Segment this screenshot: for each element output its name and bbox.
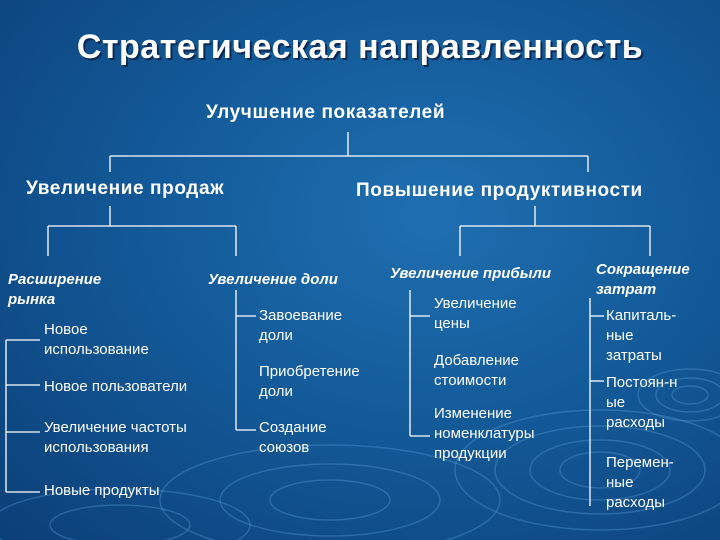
node-sales-growth: Увеличение продаж [26, 178, 225, 199]
leaf-capital-costs-line3: затраты [606, 347, 662, 364]
leaf-capital-costs [606, 306, 676, 366]
leaf-fixed-costs-line3: расходы [606, 414, 666, 431]
leaf-new-users: Новое пользователи [44, 378, 188, 395]
leaf-capital-costs-line1: Капиталь- [606, 307, 677, 324]
node-cost-reduction-line2: затрат [596, 281, 657, 298]
leaf-price-increase [434, 294, 517, 334]
node-cost-reduction-line1: Сокращение [596, 261, 690, 278]
leaf-alliances [259, 418, 327, 458]
leaf-acquiring-share-line2: доли [259, 383, 293, 400]
leaf-winning-share-line2: доли [259, 327, 293, 344]
node-market-expansion [8, 270, 101, 310]
node-market-expansion-line1: Расширение [8, 271, 102, 288]
leaf-value-added [434, 351, 519, 391]
leaf-usage-frequency [44, 418, 187, 458]
leaf-fixed-costs [606, 373, 677, 433]
leaf-value-added-line2: стоимости [434, 372, 507, 389]
leaf-product-range-line3: продукции [434, 445, 507, 462]
leaf-usage-frequency-line2: использования [44, 439, 149, 456]
leaf-variable-costs-line1: Перемен- [606, 454, 674, 471]
slide-title: Стратегическая направленность [76, 28, 644, 66]
node-productivity: Повышение продуктивности [356, 180, 643, 201]
leaf-product-range [434, 404, 535, 464]
leaf-capital-costs-line2: ные [606, 327, 634, 344]
leaf-product-range-line2: номенклатуры [434, 425, 535, 442]
leaf-variable-costs [606, 453, 674, 513]
root-node: Улучшение показателей [206, 102, 446, 123]
leaf-value-added-line1: Добавление [434, 352, 519, 369]
leaf-acquiring-share-line1: Приобретение [259, 363, 360, 380]
leaf-new-products: Новые продукты [44, 482, 160, 499]
node-share-growth: Увеличение доли [208, 271, 338, 288]
leaf-usage-frequency-line1: Увеличение частоты [44, 419, 187, 436]
leaf-new-use [44, 320, 149, 360]
leaf-variable-costs-line3: расходы [606, 494, 666, 511]
node-cost-reduction [596, 260, 690, 300]
node-market-expansion-line2: рынка [8, 291, 56, 308]
leaf-new-use-line2: использование [44, 341, 149, 358]
leaf-product-range-line1: Изменение [434, 405, 512, 422]
leaf-alliances-line1: Создание [259, 419, 327, 436]
leaf-price-increase-line2: цены [434, 315, 470, 332]
leaf-winning-share-line1: Завоевание [259, 307, 343, 324]
leaf-variable-costs-line2: ные [606, 474, 634, 491]
leaf-fixed-costs-line1: Постоян-н [606, 374, 678, 391]
leaf-price-increase-line1: Увеличение [434, 295, 517, 312]
leaf-acquiring-share [259, 362, 360, 402]
leaf-new-use-line1: Новое [44, 321, 88, 338]
node-profit-growth: Увеличение прибыли [390, 265, 552, 282]
leaf-fixed-costs-line2: ые [606, 394, 626, 411]
leaf-alliances-line2: союзов [259, 439, 310, 456]
leaf-winning-share [259, 306, 342, 346]
